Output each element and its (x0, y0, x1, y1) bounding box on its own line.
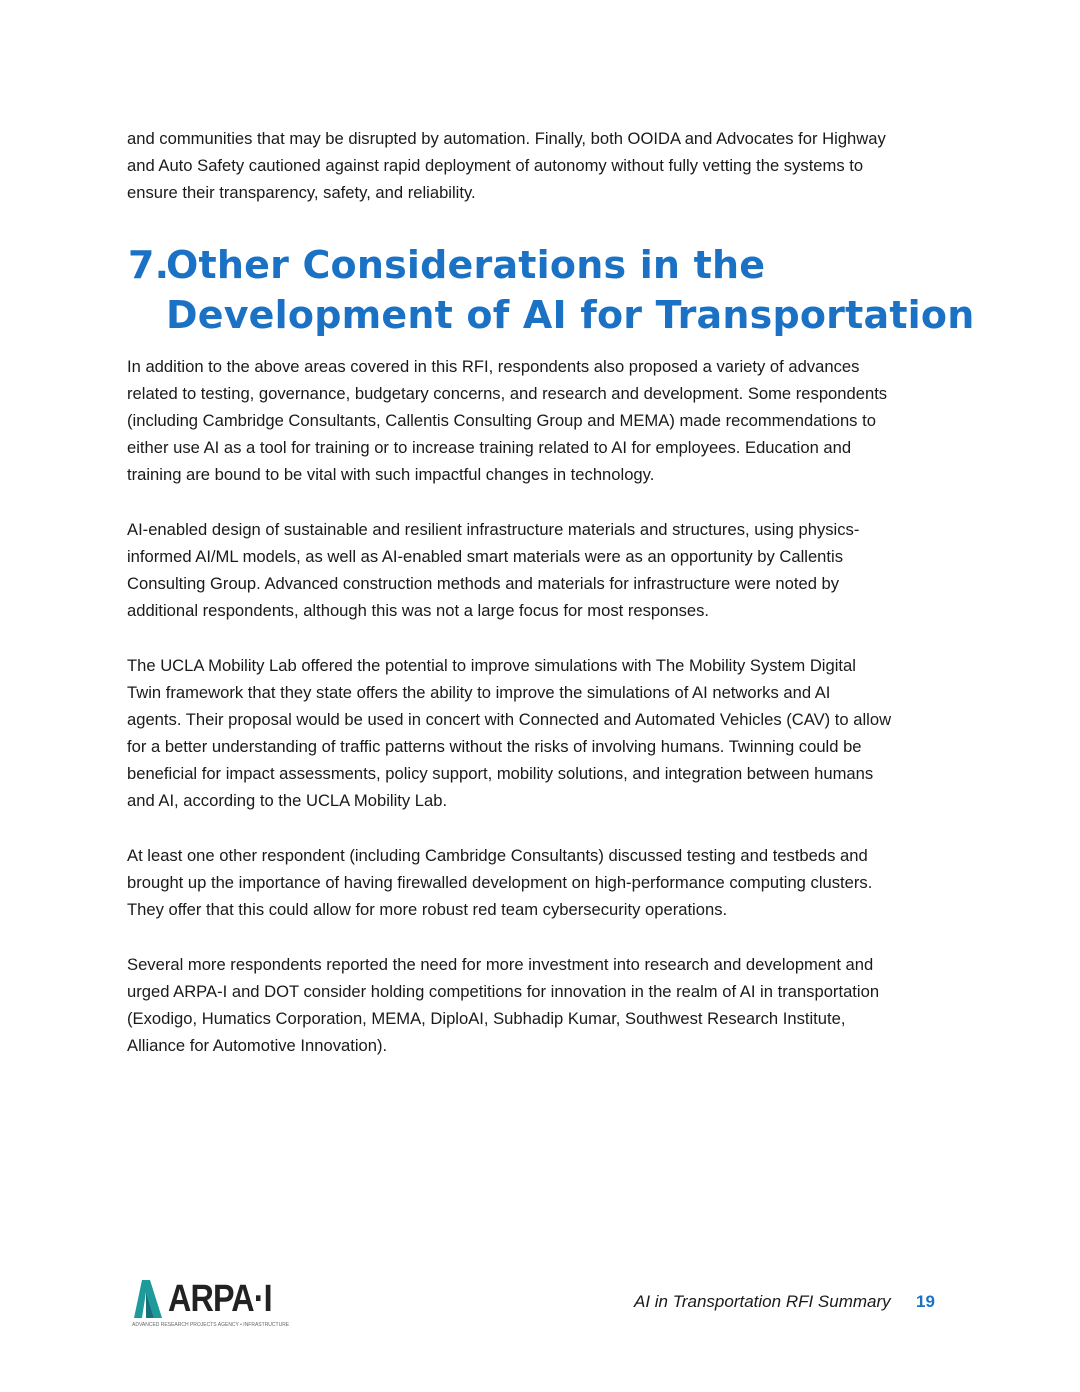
text-line: and AI, according to the UCLA Mobility Lab. (127, 791, 448, 810)
section-heading (128, 240, 974, 340)
text-line: informed AI/ML models, as well as AI-enabled smart materials were as an opportunity by Callentis (127, 547, 844, 566)
section-number: 7. (128, 243, 170, 287)
text-line: beneficial for impact assessments, policy support, mobility solutions, and integration between humans (127, 764, 874, 783)
text-line: additional respondents, although this was not a large focus for most responses. (127, 601, 710, 620)
text-line: They offer that this could allow for more robust red team cybersecurity operations. (127, 900, 728, 919)
text-line: Alliance for Automotive Innovation). (127, 1036, 388, 1055)
heading-line-2: Development of AI for Transportation (166, 293, 975, 337)
text-line: and communities that may be disrupted by automation. Finally, both OOIDA and Advocates for Highway (127, 129, 886, 148)
text-line: Consulting Group. Advanced construction methods and materials for infrastructure were noted by (127, 574, 840, 593)
page-number: 19 (916, 1292, 935, 1311)
footer-title: AI in Transportation RFI Summary (634, 1292, 891, 1311)
text-line: Several more respondents reported the need for more investment into research and development and (127, 955, 874, 974)
logo-text: ARPA·I (168, 1278, 272, 1320)
text-line: brought up the importance of having firewalled development on high-performance computing clusters. (127, 873, 873, 892)
text-line: ensure their transparency, safety, and reliability. (127, 183, 476, 202)
text-line: related to testing, governance, budgetary concerns, and research and development. Some respondents (127, 384, 888, 403)
paragraph (127, 951, 879, 1059)
text-line: either use AI as a tool for training or to increase training related to AI for employees. Education and (127, 438, 852, 457)
text-line: Twin framework that they state offers the ability to improve the simulations of AI networks and AI (127, 683, 831, 702)
text-line: (including Cambridge Consultants, Callentis Consulting Group and MEMA) made recommendations to (127, 411, 876, 430)
text-line: The UCLA Mobility Lab offered the potential to improve simulations with The Mobility System Digital (127, 656, 856, 675)
heading-line-1: Other Considerations in the (166, 243, 766, 287)
arpa-i-logo (132, 1278, 290, 1328)
text-line: In addition to the above areas covered in this RFI, respondents also proposed a variety of advances (127, 357, 860, 376)
intro-paragraph (127, 125, 886, 206)
paragraph (127, 652, 891, 814)
text-line: At least one other respondent (including Cambridge Consultants) discussed testing and testbeds and (127, 846, 868, 865)
text-line: training are bound to be vital with such impactful changes in technology. (127, 465, 655, 484)
paragraph (127, 353, 887, 488)
text-line: (Exodigo, Humatics Corporation, MEMA, DiploAI, Subhadip Kumar, Southwest Research Institute, (127, 1009, 846, 1028)
paragraph (127, 842, 872, 923)
text-line: and Auto Safety cautioned against rapid deployment of autonomy without fully vetting the systems to (127, 156, 864, 175)
text-line: AI-enabled design of sustainable and resilient infrastructure materials and structures, using physics- (127, 520, 860, 539)
logo-mark-icon (132, 1280, 164, 1320)
text-line: urged ARPA-I and DOT consider holding competitions for innovation in the realm of AI in transportation (127, 982, 880, 1001)
logo-subtitle: ADVANCED RESEARCH PROJECTS AGENCY • INFRASTRUCTURE (132, 1322, 290, 1328)
paragraph (127, 516, 859, 624)
text-line: for a better understanding of traffic patterns without the risks of involving humans. Twinning could be (127, 737, 862, 756)
text-line: agents. Their proposal would be used in concert with Connected and Automated Vehicles (CAV) to allow (127, 710, 892, 729)
